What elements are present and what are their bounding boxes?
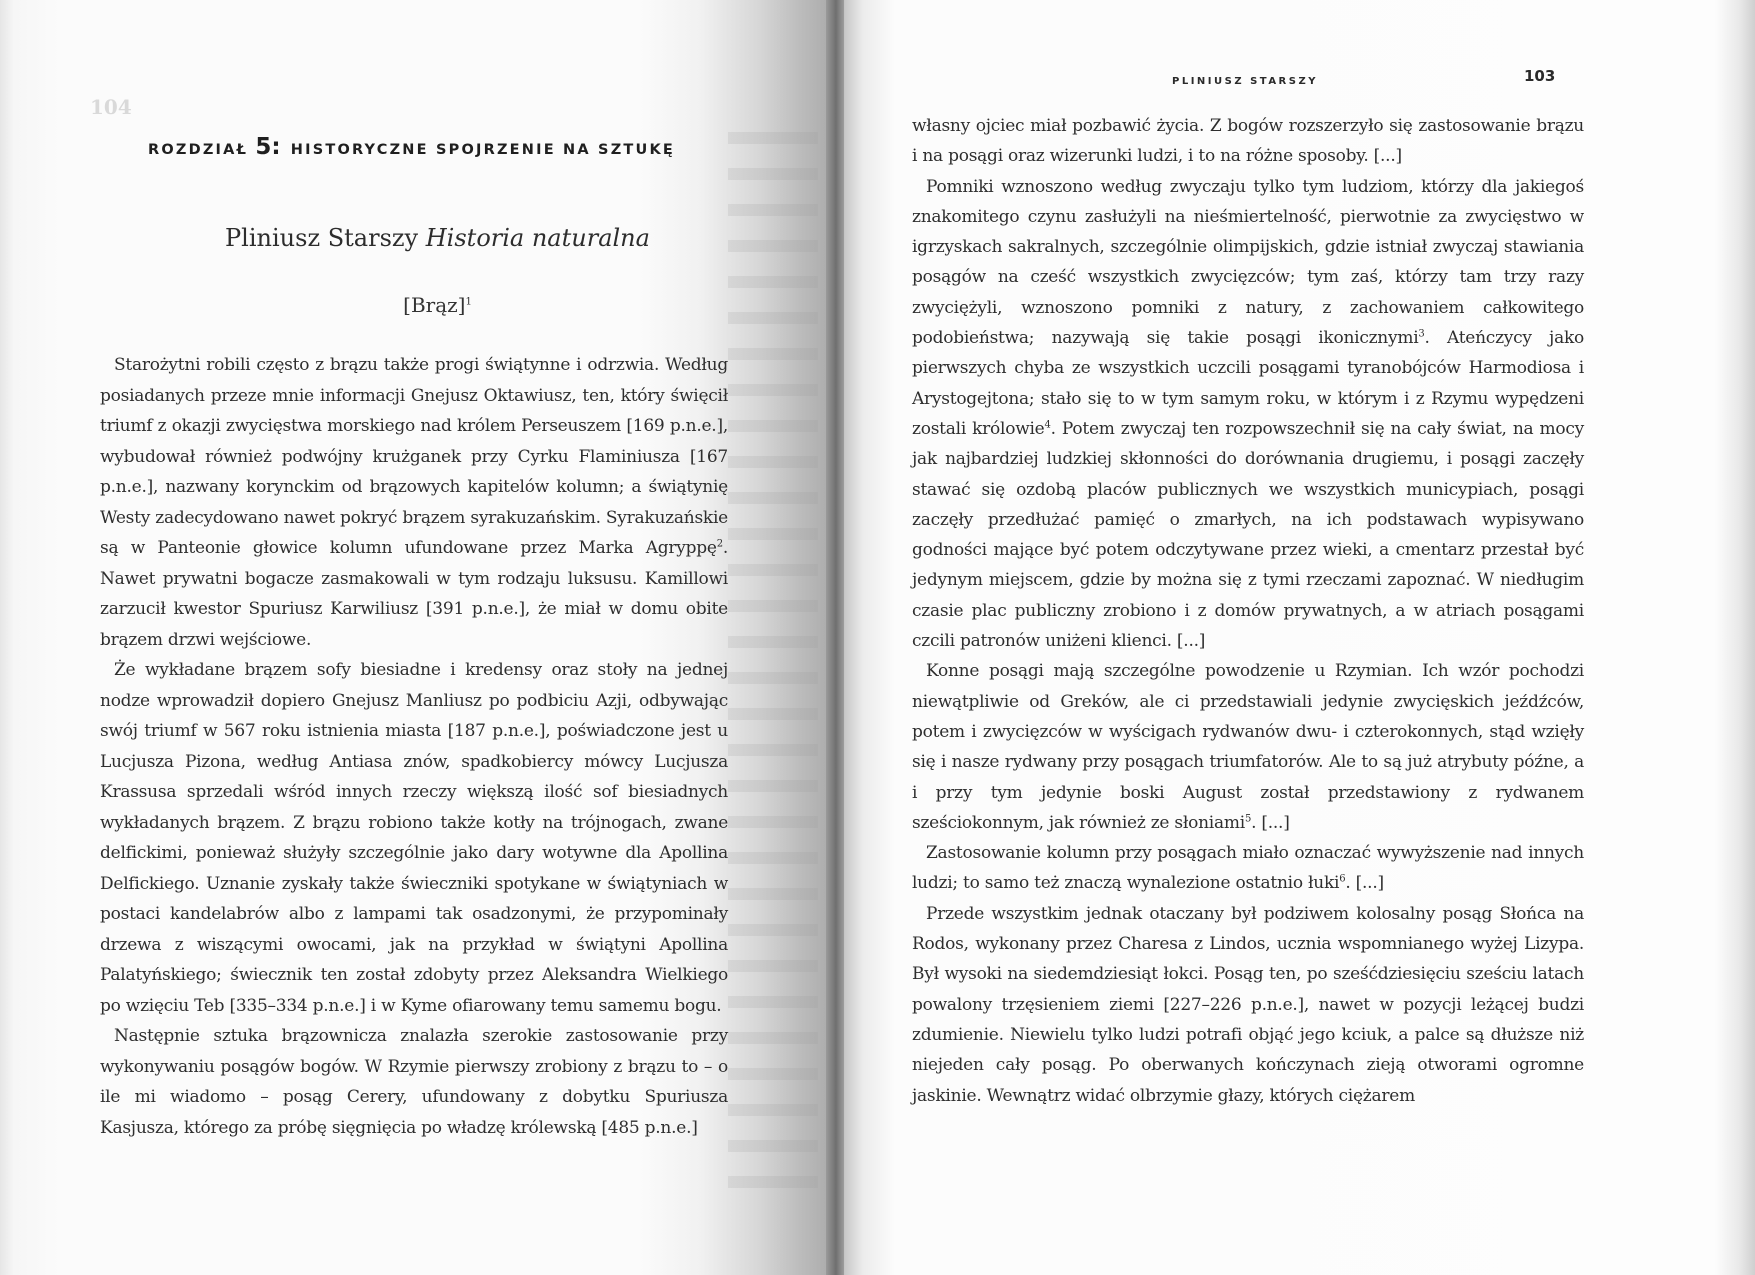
running-head: PLINIUSZ STARSZY [1172,76,1318,87]
section-title: [Brąz] [403,293,466,317]
paragraph: Następnie sztuka brązownicza znalazła szerokie zastosowanie przy wykonywaniu posągów bogów. W Rzymie pierwszy zrobiony z brązu to – o ile mi wiadomo – posąg Cerery, ufundowany z dobytku Spuriusza Kasjusza, którego za próbę sięgnięcia po władzę królewską [485 p.n.e.] [100,1026,728,1138]
footnote-marker: 6 [1339,873,1346,885]
section-heading [0,293,835,317]
paragraph: Konne posągi mają szczególne powodzenie u Rzymian. Ich wzór pochodzi niewątpliwie od Greków, ale ci przedstawiali jedynie zwycięskich jeźdźców, potem i zwycięzców w wyścigach rydwanów dwu- i czterokonnych, stąd wzięły się i nasze rydwany przy posągach triumfatorów. Ale to są już atrybuty późne, a i przy tym jedynie boski August został przedstawiony z rydwanem sześciokonnym, jak również ze słoniami$^5$. [...] [912,661,1584,833]
footnote-marker: 3 [1418,328,1425,340]
bleed-through-folio: 104 [90,95,132,119]
page-number: 103 [1524,67,1556,85]
paragraph: własny ojciec miał pozbawić życia. Z bogów rozszerzyło się zastosowanie brązu i na posągi oraz wizerunki ludzi, i to na różne sposoby. [...] [912,116,1584,167]
footnote-marker: 1 [465,296,472,308]
paragraph: Zastosowanie kolumn przy posągach miało oznaczać wywyższenie nad innych ludzi; to samo też znaczą wynalezione ostatnio łuki$^6$. [...] [912,843,1584,894]
work-title: Historia naturalna [425,224,650,252]
text-title [0,224,835,252]
paragraph: Przede wszystkim jednak otaczany był podziwem kolosalny posąg Słońca na Rodos, wykonany przez Charesa z Lindos, ucznia wspomnianego wyżej Lizypa. Był wysoki na siedemdziesiąt łokci. Posąg ten, po sześćdziesięciu sześciu latach powalony trzęsieniem ziemi [227–226 p.n.e.], nawet w pozycji leżącej budzi zdumienie. Niewielu tylko ludzi potrafi objąć jego kciuk, a palce są dłuższe niż niejeden cały posąg. Po oberwanych kończynach zieją otworami ogromne jaskinie. Wewnątrz widać olbrzymie głazy, których ciężarem [912,903,1584,1106]
right-body-text [912,111,1584,1111]
chapter-label: ROZDZIAŁ [148,142,249,158]
chapter-title: HISTORYCZNE SPOJRZENIE NA SZTUKĘ [290,142,676,158]
left-page [0,0,835,1275]
book-gutter [826,0,844,1275]
footnote-marker: 4 [1044,419,1051,431]
left-body-text [100,350,728,1143]
footnote-marker: 5 [1244,813,1252,825]
footnote-marker: 2 [716,538,723,550]
paragraph: Że wykładane brązem sofy biesiadne i kredensy oraz stoły na jednej nodze wprowadził dopiero Gnejusz Manliusz po podbiciu Azji, odbywając swój triumf w 567 roku istnienia miasta [187 p.n.e.], poświadczone jest u Lucjusza Pizona, według Antiasa znów, spadkobiercy mówcy Lucjusza Krassusa sprzedali wśród innych rzeczy większą ilość sof biesiadnych wykładanych brązem. Z brązu robiono także kotły na trójnogach, zwane delfickimi, ponieważ służyły szczególnie jako dary wotywne dla Apollina Delfickiego. Uznanie zyskały także świeczniki spotykane w świątyniach w postaci kandelabrów albo z lampami tak osadzonymi, że przypominały drzewa z wiszącymi owocami, jak na przykład w świątyni Apollina Palatyńskiego; świecznik ten został zdobyty przez Aleksandra Wielkiego po wzięciu Teb [335–334 p.n.e.] i w Kyme ofiarowany temu samemu bogu. [100,660,728,1016]
chapter-heading [148,134,675,160]
chapter-number: 5: [255,134,281,160]
paragraph: Starożytni robili często z brązu także progi świątynne i odrzwia. Według posiadanych przeze mnie informacji Gnejusz Oktawiusz, ten, który święcił triumf z okazji zwycięstwa morskiego nad królem Perseuszem [169 p.n.e.], wybudował również podwójny krużganek przy Cyrku Flaminiusza [167 p.n.e.], nazwany korynckim od brązowych kapitelów kolumn; a świątynię Westy zadecydowano nawet pokryć brązem syrakuzańskim. Syrakuzańskie są w Panteonie głowice kolumn ufundowane przez Marka Agryppę$^2$. Nawet prywatni bogacze zasmakowali w tym rodzaju luksusu. Kamillowi zarzucił kwestor Spuriusz Karwiliusz [391 p.n.e.], że miał w domu obite brązem drzwi wejściowe. [100,355,728,650]
author-name: Pliniusz Starszy [225,224,419,252]
paragraph: Pomniki wznoszono według zwyczaju tylko tym ludziom, którzy dla jakiegoś znakomitego czynu zasłużyli na nieśmiertelność, pierwotnie za zwycięstwo w igrzyskach sakralnych, szczególnie olimpijskich, gdzie istniał zwyczaj stawiania posągów na cześć wszystkich zwycięzców; tym zaś, którzy tam trzy razy zwyciężyli, wznoszono pomniki z natury, z zachowaniem całkowitego podobieństwa; nazywają się takie posągi ikonicznymi$^3$. Ateńczycy jako pierwszych chyba ze wszystkich uczcili posągami tyranobójców Harmodiosa i Arystogejtona; stało się to w tym samym roku, w którym i z Rzymu wypędzeni zostali królowie$^4$. Potem zwyczaj ten rozpowszechnił się na cały świat, na mocy jak najbardziej ludzkiej skłonności do dorównania drugiemu, i posągi zaczęły stawać się ozdobą placów publicznych we wszystkich municypiach, posągi zaczęły przedłużać pamięć o zmarłych, na ich podstawach wypisywano godności mające być potem odczytywane przez wieki, a cmentarz przestał być jedynym miejscem, gdzie by można się z tymi rzeczami zapoznać. W niedługim czasie plac publiczny zrobiono i z domów prywatnych, a w atriach posągami czcili patronów uniżeni klienci. [...] [912,176,1584,652]
